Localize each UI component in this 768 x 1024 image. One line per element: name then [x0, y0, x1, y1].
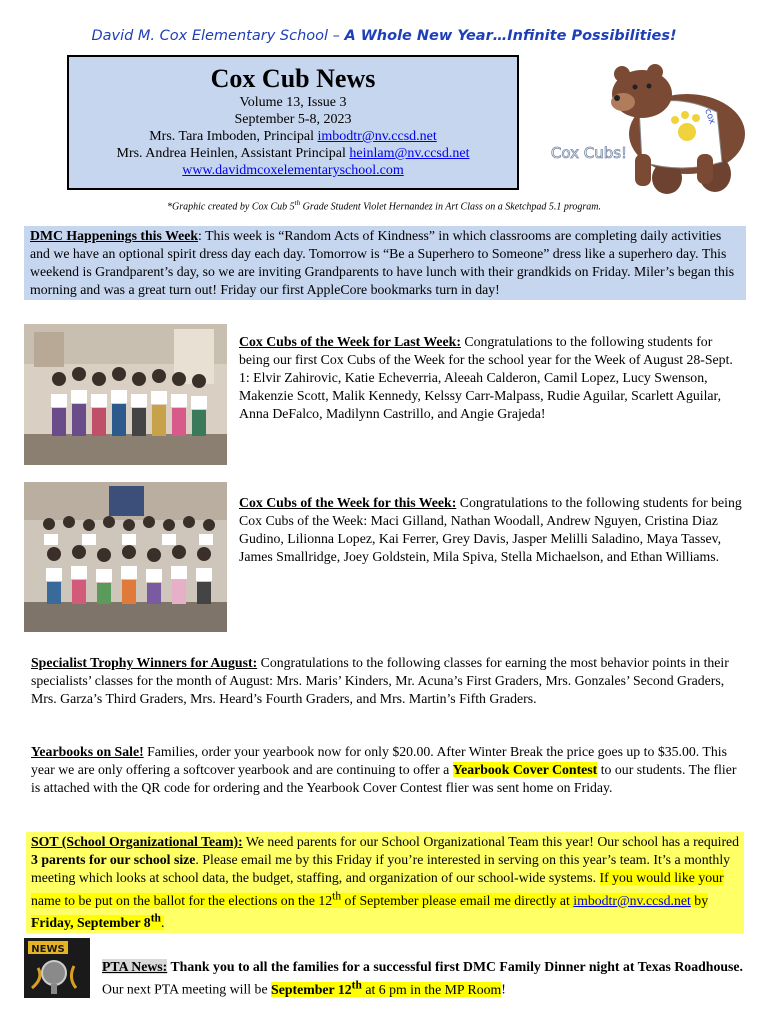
- pta-thanks: Thank you to all the families for a successful first DMC Family Dinner night at Texas Roadhouse.: [167, 959, 743, 974]
- pta-time: at 6 pm in the MP Room: [361, 981, 502, 997]
- sot-ballot-1: If you would like your name to be put on the ballot for the elections on the 12: [31, 870, 724, 908]
- credit-pre: *Graphic created by Cox Cub 5: [166, 201, 295, 213]
- pta-date: September 12: [271, 981, 352, 997]
- shirt-text: cox: [702, 107, 717, 126]
- tagline: [0, 28, 768, 44]
- sot-email-link[interactable]: imbodtr@nv.ccsd.net: [573, 892, 691, 908]
- sot-heading: SOT (School Organizational Team):: [31, 834, 243, 849]
- sot-body-2: . Please email me by this Friday if you’re interested in serving on this year’s team. It’s a monthly meeting which looks at school data, the budget, staffing, and organization of our school-wide systems.: [31, 852, 731, 885]
- sot-ballot-sup: th: [332, 890, 342, 902]
- yearbook-contest-highlight: Yearbook Cover Contest: [452, 762, 598, 777]
- assistant-principal-line: [69, 145, 517, 162]
- website-line: [69, 162, 517, 179]
- pta-label: PTA News:: [102, 959, 168, 974]
- cubs-this-week-heading: Cox Cubs of the Week for this Week:: [239, 495, 457, 510]
- pta-date-sup: th: [351, 979, 362, 991]
- credit-sup: th: [294, 199, 301, 207]
- yearbooks-section: [31, 743, 743, 797]
- trophy-heading: Specialist Trophy Winners for August:: [31, 655, 258, 670]
- mascot-caption: Cox Cubs!: [550, 144, 628, 162]
- newsletter-title: Cox Cub News: [210, 64, 376, 93]
- sot-ballot-3: by: [690, 892, 709, 908]
- sot-ballot-2: of September please email me directly at: [341, 892, 574, 908]
- cubs-this-week-body: Congratulations to the following students for being Cox Cubs of the Week: Maci Gilland, Nathan Woodall, Andrew Nguyen, Cristina Diaz Gudino, Lilionna Lopez, Kai Ferrer, Grey Davis, Jasper Melilli Saladino, Maya Tassev, James Smallridge, Joey Goldstein, Mila Spiva, Stella Michaelson, and Ethan Williams.: [239, 495, 742, 564]
- trophy-section: [31, 654, 743, 708]
- cubs-last-week-heading: Cox Cubs of the Week for Last Week:: [239, 334, 461, 349]
- pta-end: !: [501, 981, 506, 997]
- pta-section: [102, 958, 747, 999]
- happenings-section: [24, 226, 746, 300]
- sot-deadline-sup: th: [150, 912, 161, 925]
- issue-dates: September 5-8, 2023: [234, 112, 352, 127]
- yearbooks-body-1: Families, order your yearbook now for only $20.00. After Winter Break the price goes up to $35.00. This year we are only offering a softcover yearbook and are continuing to offer a: [31, 744, 727, 777]
- sot-body-1: We need parents for our School Organizational Team this year! Our school has a required: [242, 834, 740, 849]
- principal-label: Mrs. Tara Imboden, Principal: [149, 129, 318, 144]
- cubs-last-week-section: [239, 333, 745, 423]
- graphic-credit: [0, 199, 768, 212]
- tagline-slogan: A Whole New Year…Infinite Possibilities!: [344, 28, 677, 44]
- cubs-this-week-photo: [24, 482, 227, 632]
- sot-section: [26, 832, 744, 933]
- credit-post: Grade Student Violet Hernandez in Art Class on a Sketchpad 5.1 program.: [300, 201, 602, 213]
- bear-mascot-image: [547, 62, 752, 197]
- assistant-principal-label: Mrs. Andrea Heinlen, Assistant Principal: [116, 146, 350, 161]
- news-icon: [24, 938, 90, 998]
- principal-email-link[interactable]: imbodtr@nv.ccsd.net: [317, 129, 437, 144]
- cubs-last-week-body: Congratulations to the following students for being our first Cox Cubs of the Week for the school year for the Week of August 28-Sept. 1: Elvir Zahirovic, Katie Echeverria, Aleeah Calderon, Camil Lopez, Lucy Swenson, Makenzie Scott, Malik Kennedy, Kelssy Carr-Malpass, Rudie Aguilar, Scarlett Aguilar, Anna DeFalco, Madilynn Castrillo, and Angie Grajeda!: [239, 334, 733, 421]
- cubs-last-week-photo: [24, 324, 227, 465]
- yearbooks-body-2: to our students. The flier is attached with the QR code for ordering and the Yearbook Cover Contest flier was sent home on Friday.: [31, 762, 737, 795]
- happenings-heading: DMC Happenings this Week: [30, 228, 199, 243]
- pta-meeting-date: [271, 979, 502, 997]
- masthead: [67, 55, 519, 190]
- pta-body: Our next PTA meeting will be: [102, 981, 272, 997]
- assistant-principal-email-link[interactable]: heinlam@nv.ccsd.net: [349, 146, 470, 161]
- sot-required-parents: 3 parents for our school size: [31, 852, 196, 867]
- cubs-this-week-section: [239, 494, 745, 566]
- sot-deadline: Friday, September 8: [31, 915, 151, 931]
- tagline-school: David M. Cox Elementary School –: [91, 28, 345, 44]
- volume-issue: Volume 13, Issue 3: [239, 95, 347, 110]
- happenings-body: : This week is “Random Acts of Kindness” in which classrooms are completing daily activities and we have an optional spirit dress day each day. Tomorrow is “Be a Superhero to Someone” dress like a superhero day. This weekend is Grandparent’s day, so we are inviting Grandparents to have lunch with their grandkids on Friday. Miler’s began this morning and was a great turn out! Friday our first AppleCore bookmarks turn in day!: [30, 228, 735, 297]
- sot-end: .: [160, 915, 165, 931]
- principal-line: [69, 128, 517, 145]
- school-website-link[interactable]: www.davidmcoxelementaryschool.com: [182, 163, 404, 178]
- yearbooks-heading: Yearbooks on Sale!: [31, 744, 144, 759]
- trophy-body: Congratulations to the following classes for earning the most behavior points in their specialists’ classes for the month of August: Mrs. Maris’ Kinders, Mr. Acuna’s First Graders, Mrs. Gonzales’ Second Graders, Mrs. Garza’s Third Graders, Mrs. Heard’s Fourth Graders, and Mrs. Martin’s Fifth Graders.: [31, 655, 729, 706]
- news-icon-text: NEWS: [31, 944, 65, 955]
